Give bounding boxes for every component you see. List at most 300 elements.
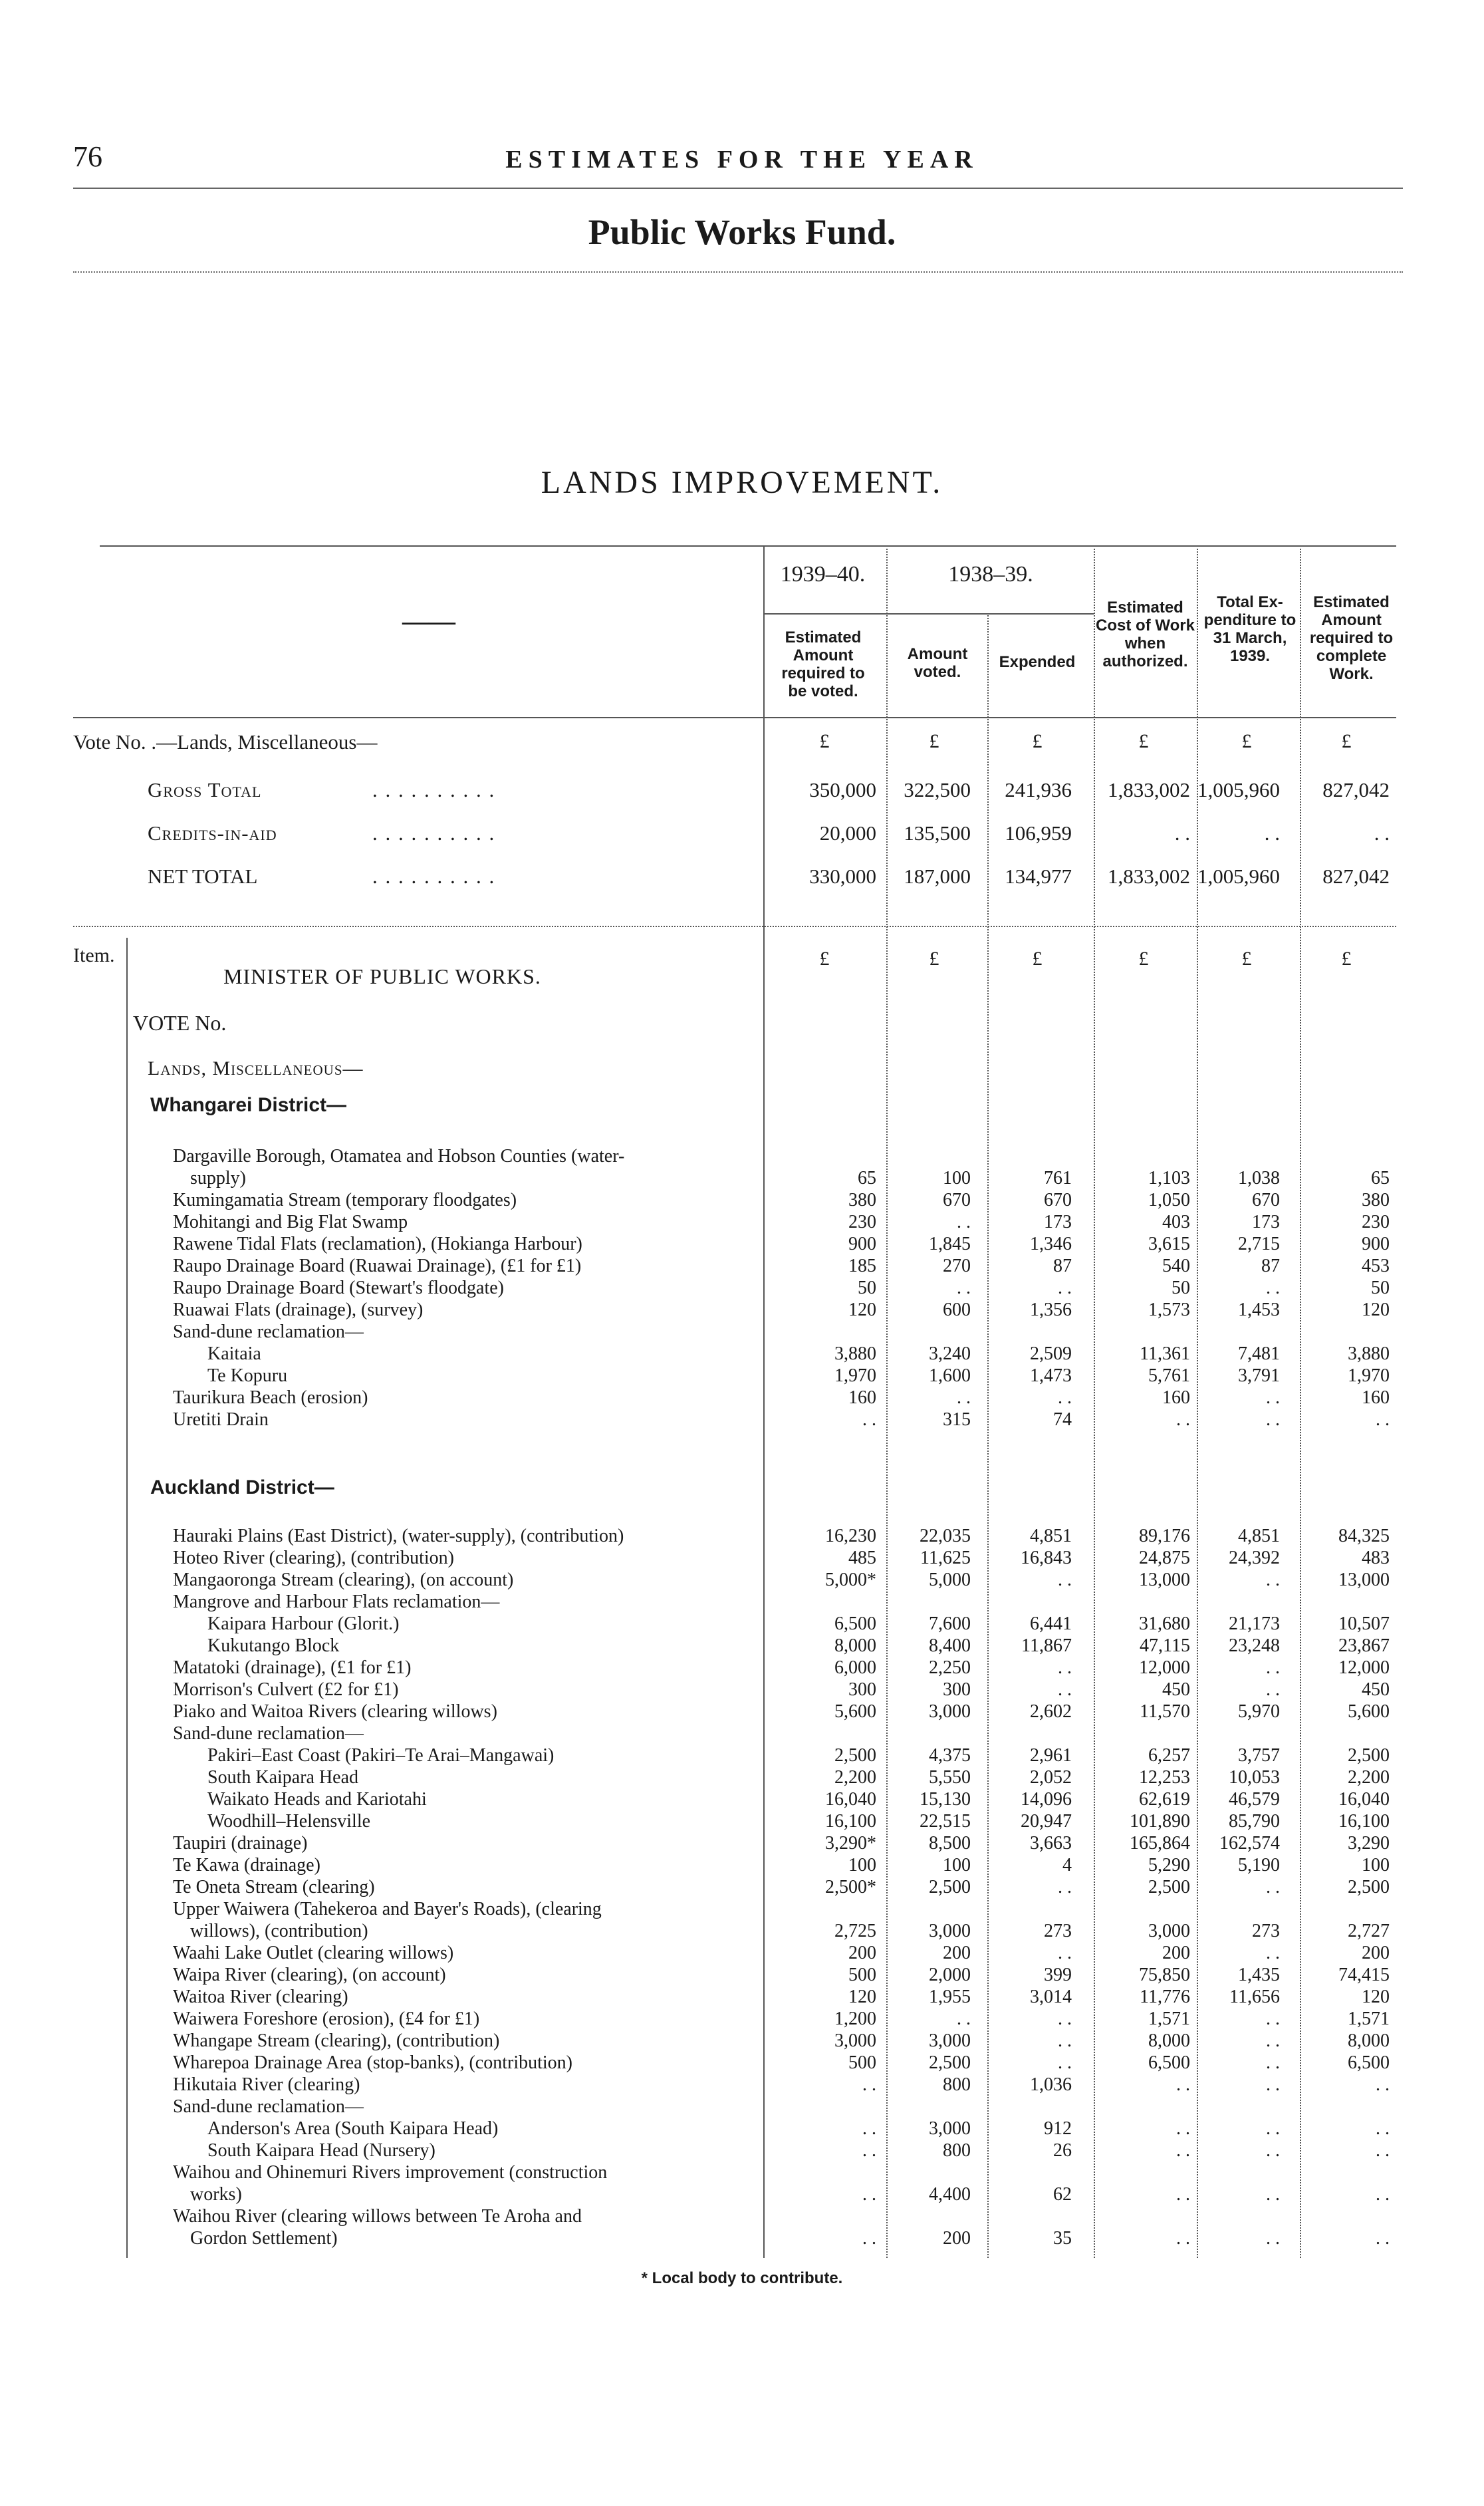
row-cell: 5,761 bbox=[1148, 1365, 1190, 1386]
table-row bbox=[0, 1657, 1484, 1679]
row-cell: 100 bbox=[943, 1855, 971, 1876]
row-description: Kaipara Harbour (Glorit.) bbox=[207, 1613, 400, 1634]
table-row bbox=[0, 1788, 1484, 1810]
row-cell: 4,851 bbox=[1238, 1526, 1280, 1546]
header-year-1938: 1938–39. bbox=[948, 562, 1033, 587]
table-row bbox=[0, 1701, 1484, 1723]
row-description: Raupo Drainage Board (Ruawai Drainage), (£1 for £1) bbox=[173, 1256, 582, 1276]
row-cell: 16,100 bbox=[1338, 1811, 1390, 1832]
row-cell: . . bbox=[1058, 1943, 1072, 1963]
row-cell: . . bbox=[957, 1212, 971, 1232]
row-cell: 399 bbox=[1044, 1965, 1072, 1985]
row-cell: 3,615 bbox=[1148, 1234, 1190, 1254]
row-cell: 800 bbox=[943, 2074, 971, 2095]
row-cell: . . bbox=[862, 2184, 876, 2205]
row-cell: 2,500 bbox=[1348, 1745, 1390, 1766]
row-cell: 173 bbox=[1252, 1212, 1280, 1232]
row-cell: 2,500* bbox=[825, 1877, 876, 1897]
table-row bbox=[0, 2140, 1484, 2161]
row-cell: 10,053 bbox=[1229, 1767, 1280, 1788]
row-cell: 200 bbox=[943, 1943, 971, 1963]
row-cell: . . bbox=[1058, 1657, 1072, 1678]
row-cell: 162,574 bbox=[1219, 1833, 1280, 1854]
row-cell: 16,843 bbox=[1021, 1548, 1072, 1568]
row-cell: 120 bbox=[1362, 1987, 1390, 2007]
summary-bottom-rule bbox=[73, 926, 1396, 927]
row-cell: 1,346 bbox=[1030, 1234, 1072, 1254]
row-cell: 8,400 bbox=[929, 1635, 971, 1656]
row-description: Waipa River (clearing), (on account) bbox=[173, 1965, 446, 1985]
row-cell: 13,000 bbox=[1139, 1570, 1190, 1590]
row-cell: 1,571 bbox=[1348, 2009, 1390, 2029]
row-cell: 3,240 bbox=[929, 1343, 971, 1364]
row-cell: . . bbox=[957, 1278, 971, 1298]
row-cell: 185 bbox=[848, 1256, 876, 1276]
row-cell: 3,290 bbox=[1348, 1833, 1390, 1854]
row-cell: 500 bbox=[848, 2052, 876, 2073]
table-row bbox=[0, 1679, 1484, 1701]
row-cell: 6,257 bbox=[1148, 1745, 1190, 1766]
row-cell: 3,000 bbox=[834, 2030, 876, 2051]
row-cell: 3,000 bbox=[929, 2118, 971, 2139]
row-cell: 74,415 bbox=[1338, 1965, 1390, 1985]
row-cell: 10,507 bbox=[1338, 1613, 1390, 1634]
row-cell: 12,000 bbox=[1139, 1657, 1190, 1678]
row-cell: 2,500 bbox=[1348, 1877, 1390, 1897]
table-row bbox=[0, 1547, 1484, 1569]
row-cell: 62,619 bbox=[1139, 1789, 1190, 1810]
row-cell: 2,961 bbox=[1030, 1745, 1072, 1766]
row-cell: . . bbox=[862, 1409, 876, 1430]
summary-row-label: NET TOTAL bbox=[148, 865, 258, 888]
row-cell: 74 bbox=[1053, 1409, 1072, 1430]
fund-title: Public Works Fund. bbox=[588, 212, 896, 252]
summary-cell: . . bbox=[1264, 821, 1280, 845]
row-description: Mangaoronga Stream (clearing), (on account) bbox=[173, 1570, 514, 1590]
row-cell: 453 bbox=[1362, 1256, 1390, 1276]
row-cell: 1,200 bbox=[834, 2009, 876, 2029]
row-description: Raupo Drainage Board (Stewart's floodgate) bbox=[173, 1278, 504, 1298]
row-cell: 5,550 bbox=[929, 1767, 971, 1788]
row-cell: 315 bbox=[943, 1409, 971, 1430]
summary-cell: 322,500 bbox=[904, 778, 971, 801]
row-cell: 2,500 bbox=[929, 2052, 971, 2073]
row-cell: 2,500 bbox=[834, 1745, 876, 1766]
row-cell: 4,375 bbox=[929, 1745, 971, 1766]
row-description: South Kaipara Head bbox=[207, 1767, 359, 1788]
table-row bbox=[0, 1233, 1484, 1255]
row-description: Whangape Stream (clearing), (contribution) bbox=[173, 2030, 500, 2051]
row-cell: 7,600 bbox=[929, 1613, 971, 1634]
row-cell: . . bbox=[862, 2118, 876, 2139]
row-cell: 13,000 bbox=[1338, 1570, 1390, 1590]
row-cell: 270 bbox=[943, 1256, 971, 1276]
summary-cell: 350,000 bbox=[809, 778, 876, 801]
summary-pound-sign: £ bbox=[1241, 730, 1252, 752]
row-description: willows), (contribution) bbox=[190, 1921, 368, 1941]
row-cell: 3,000 bbox=[929, 1701, 971, 1722]
header-year-rule bbox=[765, 613, 1094, 615]
row-description: Piako and Waitoa Rivers (clearing willows) bbox=[173, 1701, 497, 1722]
summary-row bbox=[0, 778, 1484, 811]
row-cell: 4,400 bbox=[929, 2184, 971, 2205]
row-cell: 3,663 bbox=[1030, 1833, 1072, 1854]
row-cell: 87 bbox=[1261, 1256, 1280, 1276]
row-cell: . . bbox=[1266, 2074, 1280, 2095]
row-cell: 1,050 bbox=[1148, 1190, 1190, 1210]
row-cell: 100 bbox=[1362, 1855, 1390, 1876]
row-cell: 11,867 bbox=[1021, 1635, 1072, 1656]
table-row bbox=[0, 1321, 1484, 1343]
table-row bbox=[0, 2074, 1484, 2096]
table-row bbox=[0, 1920, 1484, 1942]
row-cell: 5,600 bbox=[1348, 1701, 1390, 1722]
row-cell: 200 bbox=[848, 1943, 876, 1963]
row-cell: . . bbox=[1058, 2030, 1072, 2051]
row-cell: 23,248 bbox=[1229, 1635, 1280, 1656]
row-cell: 450 bbox=[1162, 1679, 1190, 1700]
row-cell: 2,000 bbox=[929, 1965, 971, 1985]
col-estimated-cost: Estimated Cost of Work when authorized. bbox=[1096, 599, 1195, 670]
row-cell: 800 bbox=[943, 2140, 971, 2161]
row-description: South Kaipara Head (Nursery) bbox=[207, 2140, 435, 2161]
row-cell: . . bbox=[1176, 2118, 1190, 2139]
row-cell: . . bbox=[1266, 1657, 1280, 1678]
table-row bbox=[0, 1569, 1484, 1591]
row-cell: 35 bbox=[1053, 2228, 1072, 2249]
row-cell: 3,791 bbox=[1238, 1365, 1280, 1386]
row-cell: 5,000* bbox=[825, 1570, 876, 1590]
row-cell: 5,600 bbox=[834, 1701, 876, 1722]
row-cell: 5,190 bbox=[1238, 1855, 1280, 1876]
row-description: Hauraki Plains (East District), (water-supply), (contribution) bbox=[173, 1526, 624, 1546]
row-description: Te Kopuru bbox=[207, 1365, 288, 1386]
table-row bbox=[0, 1167, 1484, 1189]
row-description: Mangrove and Harbour Flats reclamation— bbox=[173, 1592, 500, 1612]
table-row bbox=[0, 2030, 1484, 2052]
row-cell: 380 bbox=[848, 1190, 876, 1210]
leader-dots: . . . . . . . . . . bbox=[372, 778, 496, 801]
row-description: Mohitangi and Big Flat Swamp bbox=[173, 1212, 408, 1232]
row-description: Sand-dune reclamation— bbox=[173, 1723, 364, 1744]
row-cell: 380 bbox=[1362, 1190, 1390, 1210]
row-description: Sand-dune reclamation— bbox=[173, 2096, 364, 2117]
table-row bbox=[0, 2183, 1484, 2205]
row-cell: . . bbox=[957, 1387, 971, 1408]
table-row bbox=[0, 1766, 1484, 1788]
row-cell: 11,776 bbox=[1140, 1987, 1190, 2007]
fund-title-rule bbox=[73, 271, 1403, 273]
row-cell: 101,890 bbox=[1130, 1811, 1190, 1832]
row-cell: 2,715 bbox=[1238, 1234, 1280, 1254]
row-description: Wharepoa Drainage Area (stop-banks), (contribution) bbox=[173, 2052, 572, 2073]
table-row bbox=[0, 2052, 1484, 2074]
row-cell: 1,970 bbox=[834, 1365, 876, 1386]
row-cell: 273 bbox=[1252, 1921, 1280, 1941]
row-cell: 1,970 bbox=[1348, 1365, 1390, 1386]
row-cell: 230 bbox=[1362, 1212, 1390, 1232]
row-cell: . . bbox=[1176, 2228, 1190, 2249]
summary-row bbox=[0, 821, 1484, 855]
row-cell: 120 bbox=[848, 1987, 876, 2007]
row-cell: 200 bbox=[943, 2228, 971, 2249]
row-description: Pakiri–East Coast (Pakiri–Te Arai–Mangawai) bbox=[207, 1745, 555, 1766]
row-cell: 5,970 bbox=[1238, 1701, 1280, 1722]
row-description: Waikato Heads and Kariotahi bbox=[207, 1789, 427, 1810]
row-cell: 22,515 bbox=[920, 1811, 971, 1832]
row-description: Taurikura Beach (erosion) bbox=[173, 1387, 368, 1408]
row-cell: 3,014 bbox=[1030, 1987, 1072, 2007]
summary-pound-sign: £ bbox=[929, 730, 939, 752]
row-cell: 1,600 bbox=[929, 1365, 971, 1386]
row-cell: . . bbox=[1266, 1278, 1280, 1298]
row-cell: 8,000 bbox=[1348, 2030, 1390, 2051]
row-cell: . . bbox=[862, 2074, 876, 2095]
row-description: Matatoki (drainage), (£1 for £1) bbox=[173, 1657, 412, 1678]
table-row bbox=[0, 1898, 1484, 1920]
summary-cell: . . bbox=[1374, 821, 1390, 845]
row-cell: 160 bbox=[848, 1387, 876, 1408]
col-total-expenditure: Total Ex-penditure to 31 March, 1939. bbox=[1203, 593, 1297, 665]
row-cell: . . bbox=[1058, 2052, 1072, 2073]
row-cell: 1,036 bbox=[1030, 2074, 1072, 2095]
row-cell: . . bbox=[1176, 1409, 1190, 1430]
row-cell: 22,035 bbox=[920, 1526, 971, 1546]
row-cell: 16,100 bbox=[825, 1811, 876, 1832]
row-cell: 1,571 bbox=[1148, 2009, 1190, 2029]
row-cell: . . bbox=[1058, 1877, 1072, 1897]
table-row bbox=[0, 1613, 1484, 1635]
table-row bbox=[0, 2227, 1484, 2249]
row-cell: 24,392 bbox=[1229, 1548, 1280, 1568]
row-cell: 24,875 bbox=[1139, 1548, 1190, 1568]
row-cell: 2,200 bbox=[834, 1767, 876, 1788]
table-row bbox=[0, 1942, 1484, 1964]
row-cell: 165,864 bbox=[1130, 1833, 1190, 1854]
table-row bbox=[0, 1744, 1484, 1766]
row-cell: . . bbox=[1266, 1570, 1280, 1590]
table-row bbox=[0, 2096, 1484, 2118]
row-cell: 2,500 bbox=[929, 1877, 971, 1897]
row-cell: 8,000 bbox=[834, 1635, 876, 1656]
vote-label: Vote No. .—Lands, Miscellaneous— bbox=[73, 730, 378, 754]
row-cell: . . bbox=[1058, 1387, 1072, 1408]
col-estimated-amount: Estimated Amount required to be voted. bbox=[781, 628, 865, 700]
row-cell: 100 bbox=[848, 1855, 876, 1876]
row-cell: 15,130 bbox=[920, 1789, 971, 1810]
row-cell: 11,570 bbox=[1140, 1701, 1190, 1722]
row-cell: 84,325 bbox=[1338, 1526, 1390, 1546]
row-cell: 670 bbox=[943, 1190, 971, 1210]
row-cell: 75,850 bbox=[1139, 1965, 1190, 1985]
row-cell: 12,253 bbox=[1139, 1767, 1190, 1788]
row-description: Uretiti Drain bbox=[173, 1409, 269, 1430]
row-cell: 6,500 bbox=[1348, 2052, 1390, 2073]
table-row bbox=[0, 2118, 1484, 2140]
row-cell: 450 bbox=[1362, 1679, 1390, 1700]
row-cell: 8,500 bbox=[929, 1833, 971, 1854]
row-cell: 3,000 bbox=[929, 2030, 971, 2051]
summary-pound-sign: £ bbox=[819, 730, 830, 752]
summary-cell: 135,500 bbox=[904, 821, 971, 845]
row-cell: . . bbox=[1266, 1409, 1280, 1430]
row-cell: . . bbox=[1058, 2009, 1072, 2029]
summary-cell: 106,959 bbox=[1005, 821, 1072, 845]
summary-cell: 1,005,960 bbox=[1197, 865, 1280, 888]
row-cell: 87 bbox=[1053, 1256, 1072, 1276]
row-cell: 300 bbox=[848, 1679, 876, 1700]
row-cell: 16,040 bbox=[1338, 1789, 1390, 1810]
header-year-1939: 1939–40. bbox=[780, 562, 866, 587]
row-cell: 120 bbox=[1362, 1300, 1390, 1320]
row-cell: 230 bbox=[848, 1212, 876, 1232]
row-cell: 2,200 bbox=[1348, 1767, 1390, 1788]
table-row bbox=[0, 1365, 1484, 1387]
summary-row bbox=[0, 865, 1484, 898]
row-cell: . . bbox=[1266, 1387, 1280, 1408]
summary-cell: 20,000 bbox=[819, 821, 876, 845]
detail-pound-sign: £ bbox=[929, 948, 939, 970]
row-cell: 200 bbox=[1162, 1943, 1190, 1963]
summary-pound-sign: £ bbox=[1341, 730, 1352, 752]
row-description: Anderson's Area (South Kaipara Head) bbox=[207, 2118, 499, 2139]
row-description: Gordon Settlement) bbox=[190, 2228, 338, 2249]
row-cell: 300 bbox=[943, 1679, 971, 1700]
row-cell: 1,435 bbox=[1238, 1965, 1280, 1985]
leader-dots: . . . . . . . . . . bbox=[372, 821, 496, 845]
header-rule bbox=[73, 188, 1403, 189]
row-description: works) bbox=[190, 2184, 242, 2205]
row-description: supply) bbox=[190, 1168, 246, 1188]
row-cell: 2,509 bbox=[1030, 1343, 1072, 1364]
summary-cell: 1,005,960 bbox=[1197, 778, 1280, 801]
table-row bbox=[0, 1723, 1484, 1744]
summary-cell: 134,977 bbox=[1005, 865, 1072, 888]
row-cell: 485 bbox=[848, 1548, 876, 1568]
table-row bbox=[0, 1964, 1484, 1986]
row-cell: 670 bbox=[1252, 1190, 1280, 1210]
row-cell: 65 bbox=[858, 1168, 876, 1188]
summary-cell: 1,833,002 bbox=[1108, 778, 1190, 801]
row-cell: . . bbox=[1266, 2184, 1280, 2205]
row-cell: 2,602 bbox=[1030, 1701, 1072, 1722]
table-row bbox=[0, 1387, 1484, 1409]
row-description: Waiwera Foreshore (erosion), (£4 for £1) bbox=[173, 2009, 480, 2029]
table-row bbox=[0, 1810, 1484, 1832]
table-row bbox=[0, 1211, 1484, 1233]
row-cell: 1,845 bbox=[929, 1234, 971, 1254]
row-cell: 23,867 bbox=[1338, 1635, 1390, 1656]
row-description: Taupiri (drainage) bbox=[173, 1833, 308, 1854]
table-row bbox=[0, 2008, 1484, 2030]
footnote: * Local body to contribute. bbox=[641, 2269, 843, 2287]
row-cell: 4 bbox=[1062, 1855, 1072, 1876]
row-cell: 26 bbox=[1053, 2140, 1072, 2161]
row-cell: . . bbox=[1266, 2118, 1280, 2139]
table-row bbox=[0, 1277, 1484, 1299]
row-cell: . . bbox=[1376, 2140, 1390, 2161]
row-cell: . . bbox=[1266, 2030, 1280, 2051]
row-description: Te Kawa (drainage) bbox=[173, 1855, 320, 1876]
row-cell: 3,000 bbox=[929, 1921, 971, 1941]
row-cell: 31,680 bbox=[1139, 1613, 1190, 1634]
detail-pound-sign: £ bbox=[1341, 948, 1352, 970]
row-description: Kukutango Block bbox=[207, 1635, 340, 1656]
row-cell: 2,725 bbox=[834, 1921, 876, 1941]
row-cell: . . bbox=[1058, 1679, 1072, 1700]
detail-pound-sign: £ bbox=[819, 948, 830, 970]
row-cell: . . bbox=[1376, 2228, 1390, 2249]
col-estimated-required: Estimated Amount required to complete Work. bbox=[1309, 593, 1394, 683]
row-cell: 3,757 bbox=[1238, 1745, 1280, 1766]
row-cell: 160 bbox=[1362, 1387, 1390, 1408]
row-cell: 2,250 bbox=[929, 1657, 971, 1678]
detail-pound-sign: £ bbox=[1032, 948, 1043, 970]
row-description: Waihou River (clearing willows between Te Aroha and bbox=[173, 2206, 582, 2227]
row-cell: 403 bbox=[1162, 1212, 1190, 1232]
vote-number: VOTE No. bbox=[133, 1011, 227, 1035]
minister-heading: MINISTER OF PUBLIC WORKS. bbox=[223, 964, 541, 988]
row-description: Waahi Lake Outlet (clearing willows) bbox=[173, 1943, 454, 1963]
table-row bbox=[0, 1145, 1484, 1167]
row-description: Morrison's Culvert (£2 for £1) bbox=[173, 1679, 399, 1700]
row-cell: . . bbox=[1266, 2140, 1280, 2161]
row-cell: 85,790 bbox=[1229, 1811, 1280, 1832]
row-cell: 600 bbox=[943, 1300, 971, 1320]
row-cell: 3,880 bbox=[834, 1343, 876, 1364]
row-cell: 483 bbox=[1362, 1548, 1390, 1568]
row-cell: 2,052 bbox=[1030, 1767, 1072, 1788]
row-cell: 1,453 bbox=[1238, 1300, 1280, 1320]
summary-cell: 827,042 bbox=[1322, 865, 1390, 888]
row-description: Upper Waiwera (Tahekeroa and Bayer's Roads), (clearing bbox=[173, 1899, 602, 1919]
row-cell: 50 bbox=[1172, 1278, 1190, 1298]
table-row bbox=[0, 1832, 1484, 1854]
row-description: Waihou and Ohinemuri Rivers improvement (construction bbox=[173, 2162, 608, 2183]
row-cell: 1,473 bbox=[1030, 1365, 1072, 1386]
row-cell: 20,947 bbox=[1021, 1811, 1072, 1832]
row-cell: 761 bbox=[1044, 1168, 1072, 1188]
row-cell: 11,361 bbox=[1140, 1343, 1190, 1364]
row-description: Waitoa River (clearing) bbox=[173, 1987, 348, 2007]
district-heading: Whangarei District— bbox=[150, 1094, 347, 1116]
row-cell: 8,000 bbox=[1148, 2030, 1190, 2051]
row-cell: 200 bbox=[1362, 1943, 1390, 1963]
row-description: Te Oneta Stream (clearing) bbox=[173, 1877, 375, 1897]
running-head: ESTIMATES FOR THE YEAR bbox=[505, 146, 979, 174]
header-dash: —— bbox=[402, 606, 455, 636]
row-cell: 540 bbox=[1162, 1256, 1190, 1276]
row-cell: . . bbox=[1376, 1409, 1390, 1430]
summary-cell: 241,936 bbox=[1005, 778, 1072, 801]
row-cell: 1,573 bbox=[1148, 1300, 1190, 1320]
row-cell: 16,040 bbox=[825, 1789, 876, 1810]
row-description: Woodhill–Helensville bbox=[207, 1811, 371, 1832]
table-row bbox=[0, 1409, 1484, 1431]
row-description: Kaitaia bbox=[207, 1343, 261, 1364]
row-cell: . . bbox=[862, 2228, 876, 2249]
row-cell: 50 bbox=[1371, 1278, 1390, 1298]
row-cell: 4,851 bbox=[1030, 1526, 1072, 1546]
summary-cell: 827,042 bbox=[1322, 778, 1390, 801]
row-cell: 12,000 bbox=[1338, 1657, 1390, 1678]
table-row bbox=[0, 1343, 1484, 1365]
table-row bbox=[0, 2205, 1484, 2227]
row-cell: . . bbox=[1058, 1278, 1072, 1298]
summary-row-label: Gross Total bbox=[148, 778, 262, 801]
table-row bbox=[0, 1299, 1484, 1321]
row-cell: 100 bbox=[943, 1168, 971, 1188]
